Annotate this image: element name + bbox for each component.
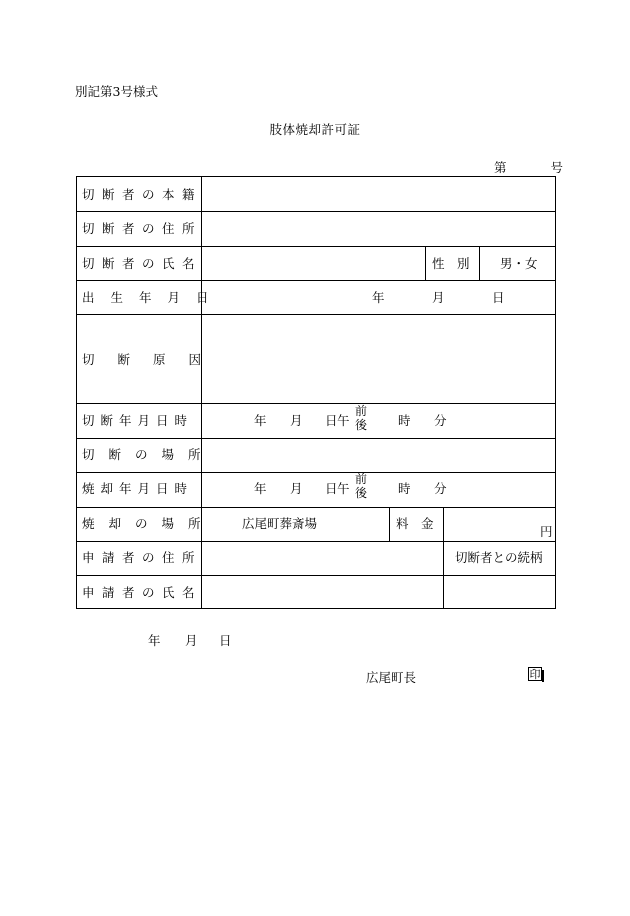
- amp-go: 後: [355, 418, 368, 432]
- birth-year-unit: 年: [372, 290, 385, 305]
- amp-zen: 前: [355, 404, 368, 418]
- issue-year-unit: 年: [148, 633, 161, 648]
- inc-year-unit: 年: [254, 481, 267, 496]
- address-label: [82, 211, 203, 245]
- relation-field[interactable]: [446, 575, 554, 608]
- amp-place-label-text: 切断の場所: [82, 447, 215, 462]
- name-field[interactable]: [202, 246, 424, 280]
- amp-minute-unit: 分: [434, 413, 447, 428]
- cause-label-text: 切断原因: [82, 351, 225, 367]
- name-label: [82, 246, 203, 280]
- birth-label: [82, 280, 225, 314]
- applicant-address-field[interactable]: [202, 540, 440, 574]
- issue-month-unit: 月: [185, 633, 198, 648]
- amp-gozen: 午: [337, 413, 350, 428]
- inc-day-unit: 日: [325, 481, 338, 496]
- applicant-address-label-text: 申請者の住所: [82, 550, 203, 565]
- applicant-name-label: [82, 575, 202, 608]
- permit-number-line: [494, 158, 563, 176]
- sex-value[interactable]: 男・女: [500, 256, 538, 271]
- inc-month-unit: 月: [290, 481, 303, 496]
- inc-datetime-label: [82, 471, 193, 505]
- applicant-address-label: [82, 540, 202, 574]
- inc-datetime-label-text: 焼却年月日時: [82, 481, 194, 496]
- inc-minute-unit: 分: [434, 481, 447, 496]
- honseki-label-text: 切断者の本籍: [82, 187, 203, 202]
- amp-place-label: [82, 437, 215, 471]
- applicant-name-field[interactable]: [202, 575, 440, 608]
- amp-datetime-label-text: 切断年月日時: [82, 413, 194, 428]
- inc-place-label-text: 焼却の場所: [82, 516, 215, 531]
- applicant-name-label-text: 申請者の氏名: [82, 584, 203, 600]
- cause-field[interactable]: [202, 314, 554, 403]
- inc-place-value: 広尾町葬斎場: [242, 516, 318, 531]
- address-field[interactable]: [202, 211, 554, 245]
- inc-go: 後: [355, 486, 368, 500]
- issuer-title: 広尾町長: [366, 670, 417, 685]
- form-number-label: 別記第3号様式: [75, 84, 158, 99]
- issue-day-unit: 日: [219, 633, 232, 648]
- honseki-field[interactable]: [202, 177, 554, 211]
- inc-am-pm[interactable]: [355, 472, 367, 504]
- amp-datetime-label: [82, 403, 193, 437]
- relation-label: 切断者との続柄: [455, 550, 543, 565]
- amp-day-unit: 日: [325, 413, 338, 428]
- honseki-label: [82, 177, 203, 211]
- document-title: 肢体焼却許可証: [269, 122, 361, 137]
- fee-field[interactable]: [444, 506, 534, 540]
- birth-day-unit: 日: [492, 290, 505, 305]
- number-prefix: 第: [494, 160, 507, 175]
- sex-label: 性 別: [432, 256, 470, 271]
- amp-month-unit: 月: [290, 413, 303, 428]
- inc-hour-unit: 時: [398, 481, 411, 496]
- fee-label: 料 金: [396, 516, 434, 531]
- seal-stamp-icon: [528, 667, 542, 681]
- amp-hour-unit: 時: [398, 413, 411, 428]
- inc-gozen: 午: [337, 481, 350, 496]
- name-label-text: 切断者の氏名: [82, 256, 203, 271]
- amp-place-field[interactable]: [202, 437, 554, 471]
- inc-zen: 前: [355, 472, 368, 486]
- amp-am-pm[interactable]: [355, 404, 367, 436]
- birth-label-text: 出生年月日: [82, 290, 225, 305]
- amp-year-unit: 年: [254, 413, 267, 428]
- seal-text: 印: [529, 668, 541, 681]
- inc-place-label: [82, 506, 215, 540]
- number-suffix: 号: [550, 160, 564, 175]
- address-label-text: 切断者の住所: [82, 221, 203, 236]
- fee-unit: 円: [540, 524, 553, 539]
- birth-month-unit: 月: [432, 290, 445, 305]
